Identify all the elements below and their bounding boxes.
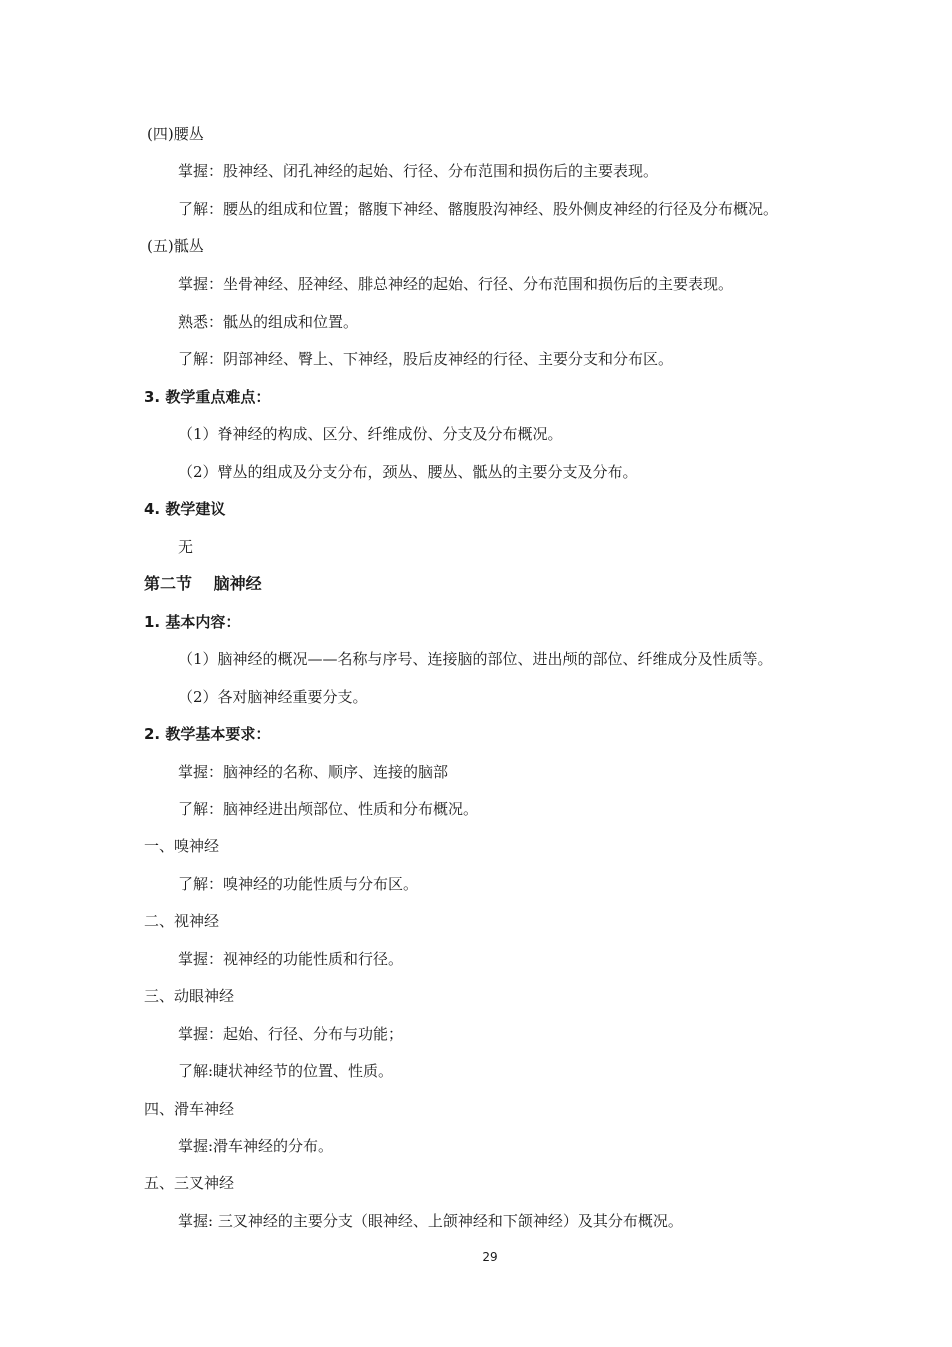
item-heading: 四、滑车神经 — [144, 1100, 235, 1118]
paragraph: 了解：嗅神经的功能性质与分布区。 — [178, 875, 419, 893]
heading-suggestions: 4. 教学建议 — [144, 500, 226, 518]
paragraph: 掌握:滑车神经的分布。 — [178, 1137, 334, 1155]
item-heading: 二、视神经 — [144, 912, 220, 930]
paragraph: 了解：脑神经进出颅部位、性质和分布概况。 — [178, 800, 479, 818]
paragraph: 掌握：脑神经的名称、顺序、连接的脑部 — [178, 763, 449, 781]
paragraph: 掌握：起始、行径、分布与功能； — [178, 1025, 404, 1043]
paragraph: （1）脑神经的概况——名称与序号、连接脑的部位、进出颅的部位、纤维成分及性质等。 — [178, 650, 773, 668]
heading-key-points: 3. 教学重点难点： — [144, 388, 271, 406]
item-heading: 五、三叉神经 — [144, 1174, 235, 1192]
paragraph: 了解:睫状神经节的位置、性质。 — [178, 1062, 394, 1080]
paragraph: 了解：阴部神经、臀上、下神经，股后皮神经的行径、主要分支和分布区。 — [178, 350, 674, 368]
paragraph: （2）臂丛的组成及分支分布，颈丛、腰丛、骶丛的主要分支及分布。 — [178, 463, 638, 481]
paragraph: 掌握：坐骨神经、胫神经、腓总神经的起始、行径、分布范围和损伤后的主要表现。 — [178, 275, 734, 293]
page-number: 29 — [482, 1250, 498, 1264]
paragraph: 掌握：股神经、闭孔神经的起始、行径、分布范围和损伤后的主要表现。 — [178, 162, 659, 180]
paragraph: 熟悉：骶丛的组成和位置。 — [178, 313, 359, 331]
paragraph: 掌握：视神经的功能性质和行径。 — [178, 950, 404, 968]
paragraph: （2）各对脑神经重要分支。 — [178, 688, 368, 706]
heading-requirements: 2. 教学基本要求： — [144, 725, 271, 743]
paragraph: 无 — [178, 538, 194, 556]
paragraph: 掌握: 三叉神经的主要分支（眼神经、上颌神经和下颌神经）及其分布概况。 — [178, 1212, 683, 1230]
paragraph: （1）脊神经的构成、区分、纤维成份、分支及分布概况。 — [178, 425, 563, 443]
subsection-lumbar-plexus: (四)腰丛 — [147, 125, 204, 143]
item-heading: 一、嗅神经 — [144, 837, 220, 855]
item-heading: 三、动眼神经 — [144, 987, 235, 1005]
section-title: 第二节 脑神经 — [144, 574, 262, 593]
subsection-sacral-plexus: (五)骶丛 — [147, 237, 204, 255]
paragraph: 了解：腰丛的组成和位置；髂腹下神经、髂腹股沟神经、股外侧皮神经的行径及分布概况。 — [178, 200, 779, 218]
heading-basic-content: 1. 基本内容： — [144, 613, 241, 631]
